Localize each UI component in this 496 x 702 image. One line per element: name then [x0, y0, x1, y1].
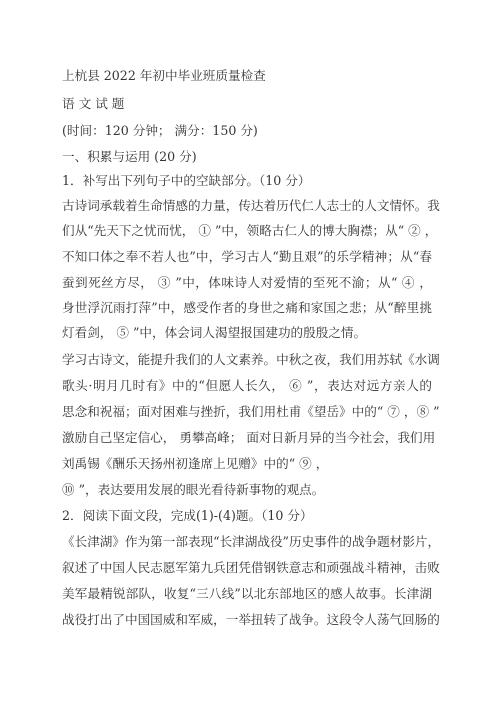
question-1-line: 思念和祝福；面对困难与挫折，我们用杜甫《望岳》中的“ ⑦ ，⑧ ”: [62, 404, 440, 419]
question-1-line: 激励自己坚定信心， 勇攀高峰； 面对日新月异的当今社会，我们用: [62, 430, 436, 445]
question-1-line: 不知口体之奉不若人也”中，学习古人“勤且艰”的乐学精神；从“春: [62, 249, 432, 264]
question-1-line: 灯看剑， ⑤ ”中，体会词人渴望报国建功的殷殷之情。: [62, 325, 367, 340]
passage-line: 战役打出了中国国威和军威，一举扭转了战争。这段令人荡气回肠的: [62, 612, 440, 627]
passage-line: 叙述了中国人民志愿军第九兵团凭借钢铁意志和顽强战斗精神，击败: [62, 560, 440, 575]
passage-line: 美军最精锐部队，收复“三八线”以北东部地区的感人故事。长津湖: [62, 586, 432, 601]
question-2-prompt: 2．阅读下面文段，完成(1)-(4)题。（10 分）: [62, 508, 313, 523]
exam-title: 上杭县 2022 年初中毕业班质量检查: [62, 68, 266, 83]
section-heading: 一、积累与运用 (20 分): [62, 149, 197, 164]
question-1-prompt: 1．补写出下列句子中的空缺部分。（10 分）: [62, 173, 311, 188]
question-1-line: 们从“先天下之忧而忧， ① ”中，领略古仁人的博大胸襟；从“ ② ，: [62, 223, 438, 238]
question-1-line: 歌头·明月几时有》中的“但愿人长久， ⑥ ”，表达对远方亲人的: [62, 378, 432, 393]
question-1-line: 蚕到死丝方尽， ③ ”中，体味诗人对爱情的至死不渝；从“ ④ ，: [62, 275, 432, 290]
passage-line: 《长津湖》作为第一部表现“长津湖战役”历史事件的战争题材影片，: [62, 534, 441, 549]
question-1-line: 古诗词承载着生命情感的力量，传达着历代仁人志士的人文情怀。我: [62, 198, 440, 213]
question-1-line: 学习古诗文，能提升我们的人文素养。中秋之夜，我们用苏轼《水调: [62, 352, 440, 367]
question-1-line: ⑩ ”，表达要用发展的眼光看待新事物的观点。: [62, 482, 325, 497]
question-1-line: 身世浮沉雨打萍”中，感受作者的身世之痛和家国之悲；从“醉里挑: [62, 300, 432, 315]
subject-title: 语 文 试 题: [62, 96, 125, 111]
question-1-line: 刘禹锡《酬乐天扬州初逢席上见赠》中的“ ⑨ ，: [62, 456, 329, 471]
exam-info: (时间：120 分钟； 满分：150 分): [62, 123, 258, 138]
